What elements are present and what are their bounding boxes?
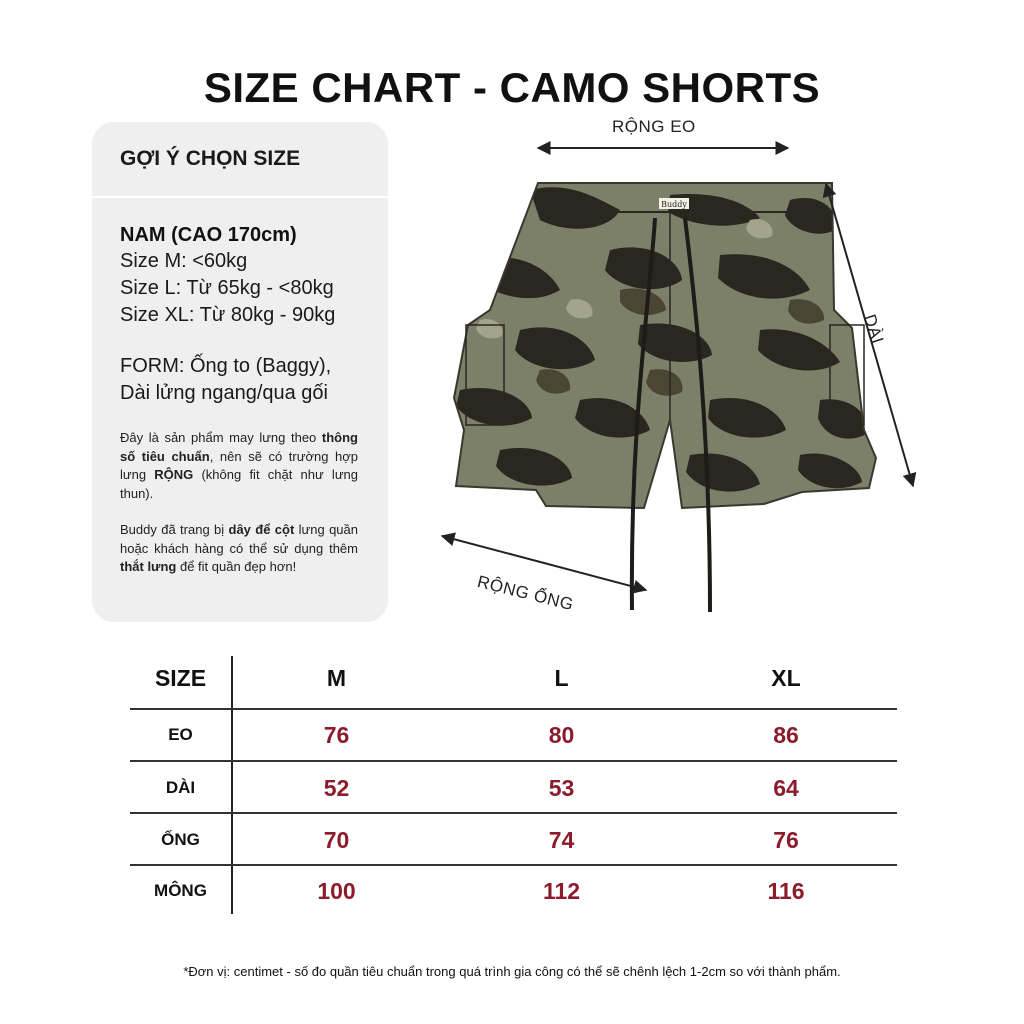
note-text: để fit quần đẹp hơn! <box>176 559 297 574</box>
gender-height-label: NAM (CAO 170cm) <box>120 224 297 246</box>
table-row <box>130 814 897 866</box>
table-cell: 76 <box>773 826 799 853</box>
waist-note <box>120 429 358 503</box>
form-line-2: Dài lửng ngang/qua gối <box>120 382 328 404</box>
panel-header: GỢI Ý CHỌN SIZE <box>92 122 388 198</box>
page-title: SIZE CHART - CAMO SHORTS <box>203 64 821 112</box>
note-text: Buddy đã trang bị <box>120 522 229 537</box>
note-text: Đây là sản phẩm may lưng theo <box>120 430 322 445</box>
table-cell: 70 <box>323 826 350 853</box>
table-row <box>130 865 897 917</box>
size-header-label: SIZE <box>154 664 207 691</box>
size-m-recommendation: Size M: <60kg <box>120 250 248 272</box>
note-emphasis: thông số tiêu chuẩn <box>120 430 358 464</box>
note-text: , nên sẽ có trường hợp lưng <box>120 448 359 482</box>
unit-footnote: *Đơn vị: centimet - số đo quần tiêu chuẩn trong quá trình gia công có thể sẽ chênh lệch 1-2cm so với thành phẩm. <box>183 964 841 979</box>
table-cell: 52 <box>323 774 350 801</box>
shorts-illustration <box>420 100 980 630</box>
table-header-row <box>130 652 897 704</box>
table-cell: 116 <box>767 877 805 904</box>
length-label: DÀI <box>859 312 888 347</box>
table-row <box>130 709 897 761</box>
note-emphasis: dây để cột <box>228 522 295 537</box>
note-emphasis: thắt lưng <box>120 559 177 574</box>
leg-opening-label: RỘNG ỐNG <box>475 572 576 615</box>
row-label-length: DÀI <box>165 778 196 797</box>
leg-opening-arrow <box>442 536 646 590</box>
table-cell: 100 <box>317 877 356 904</box>
table-row <box>130 762 897 814</box>
table-cell: 76 <box>323 721 350 748</box>
size-suggestion-panel <box>92 122 388 622</box>
table-cell: 80 <box>548 721 575 748</box>
size-l-header: L <box>554 664 569 691</box>
table-cell: 86 <box>773 721 799 748</box>
form-description <box>120 353 358 407</box>
table-cell: 53 <box>548 774 575 801</box>
brand-tag-text: Buddy <box>661 200 687 209</box>
note-text: (không fit chặt như lưng thun). <box>120 467 358 501</box>
waist-width-label: RỘNG EO <box>612 117 696 136</box>
note-emphasis: RỘNG <box>154 467 194 482</box>
size-xl-header: XL <box>771 664 801 691</box>
camo-shorts-image <box>420 100 980 630</box>
table-cell: 74 <box>548 826 575 853</box>
size-xl-recommendation: Size XL: Từ 80kg - 90kg <box>120 304 336 326</box>
size-table <box>130 652 897 917</box>
form-line-1: FORM: Ống to (Baggy), <box>120 355 332 377</box>
panel-body <box>92 198 388 577</box>
note-text: lưng quần hoặc khách hàng có thể sử dụng thêm <box>120 522 358 556</box>
drawstring-note <box>120 521 358 577</box>
row-label-waist: EO <box>168 725 193 744</box>
row-label-hip: MÔNG <box>154 881 207 900</box>
row-label-leg: ỐNG <box>161 830 200 849</box>
table-cell: 64 <box>773 774 799 801</box>
size-m-header: M <box>326 664 347 691</box>
table-cell: 112 <box>542 877 581 904</box>
size-l-recommendation: Size L: Từ 65kg - <80kg <box>120 277 334 299</box>
